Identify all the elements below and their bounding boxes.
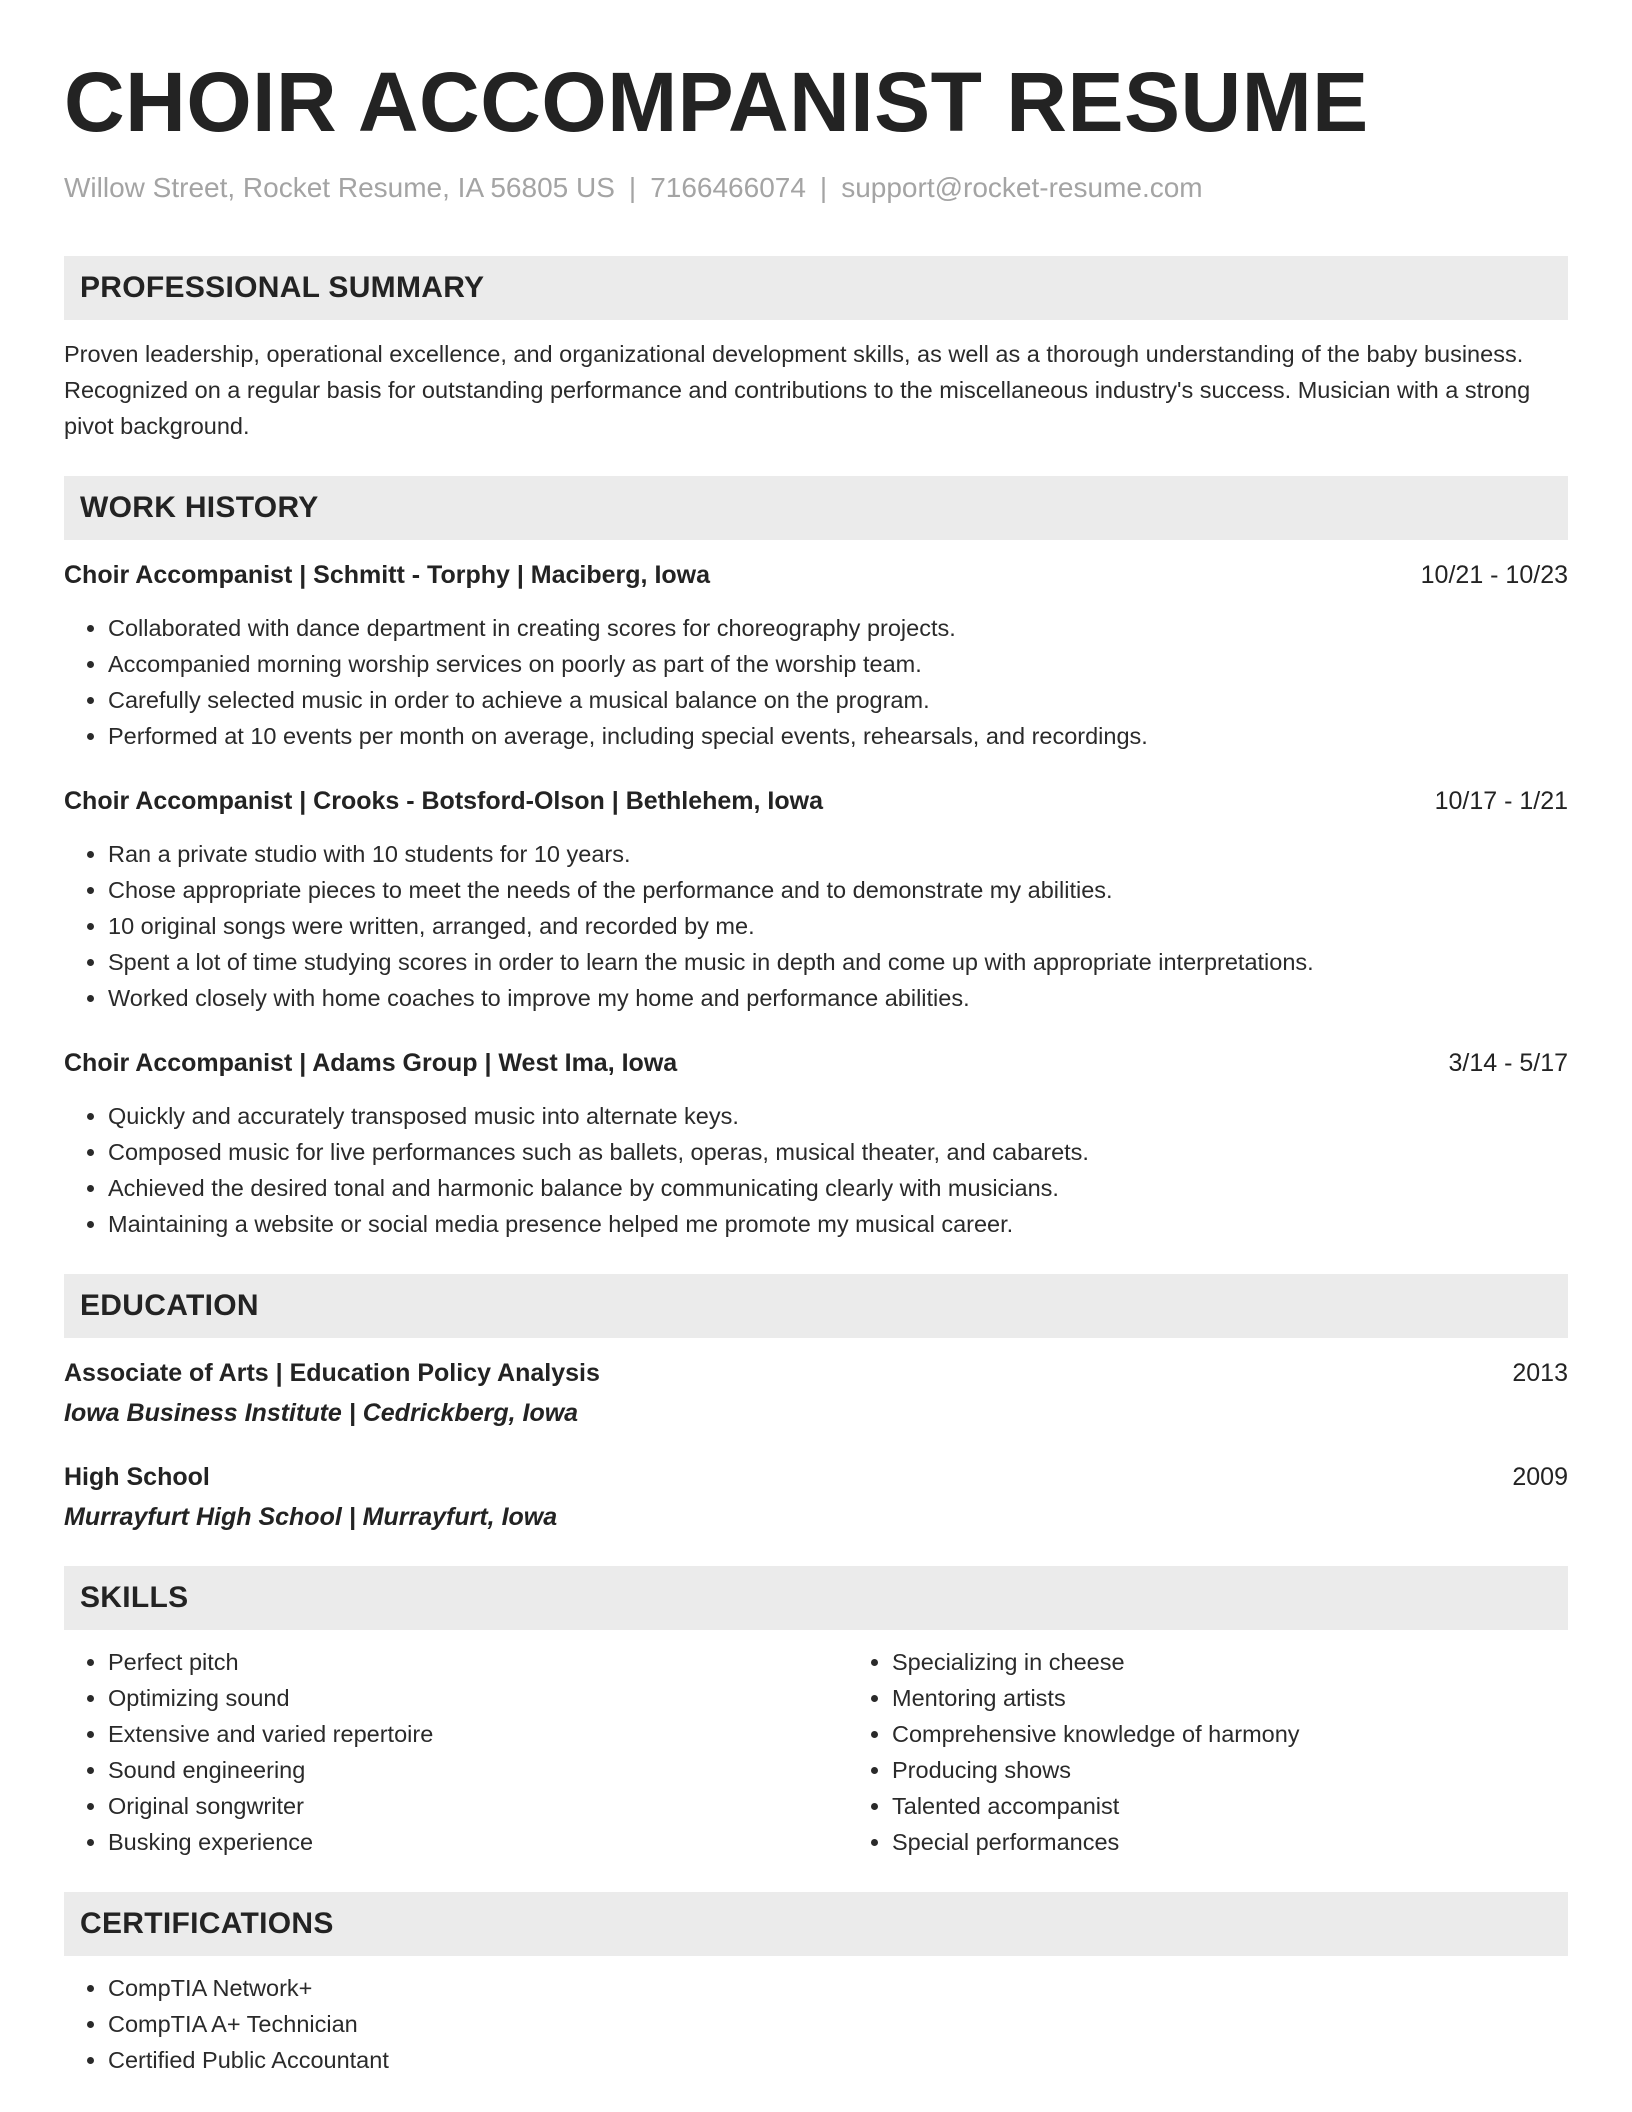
- list-item: • 10 original songs were written, arranged, and recorded by me.: [108, 908, 1568, 944]
- summary-text: Proven leadership, operational excellence, and organizational development skills, as well as a thorough understanding of the baby business. Recognized on a regular basis for outstanding performance and contributions to the miscellaneous industry's success. Musician with a strong pivot background.: [64, 341, 1531, 439]
- section-heading-skills: SKILLS: [64, 1566, 1568, 1630]
- education-school: Murrayfurt High School | Murrayfurt, Iowa: [64, 1503, 558, 1531]
- job-duties-list: [64, 1098, 1568, 1242]
- section-heading-work-history: WORK HISTORY: [64, 476, 1568, 540]
- list-item: • Optimizing sound: [108, 1680, 848, 1716]
- list-item: • Achieved the desired tonal and harmonic balance by communicating clearly with musicians.: [108, 1170, 1568, 1206]
- education-year: 2009: [1512, 1463, 1568, 1491]
- list-item: • Busking experience: [108, 1824, 848, 1860]
- list-item: • Producing shows: [892, 1752, 1300, 1788]
- section-heading-education: EDUCATION: [64, 1274, 1568, 1338]
- job-entry: [64, 1046, 1568, 1242]
- skills-grid: [64, 1644, 1568, 1860]
- list-item: • Ran a private studio with 10 students for 10 years.: [108, 836, 1568, 872]
- certifications-list: [64, 1970, 1568, 2078]
- job-duties-list: [64, 610, 1568, 754]
- education-degree: High School: [64, 1463, 210, 1491]
- job-dates: 10/21 - 10/23: [1420, 561, 1568, 589]
- education-entry: [64, 1460, 1568, 1534]
- list-item: • Mentoring artists: [892, 1680, 1300, 1716]
- list-item: • Performed at 10 events per month on average, including special events, rehearsals, and recordings.: [108, 718, 1568, 754]
- list-item: • Collaborated with dance department in creating scores for choreography projects.: [108, 610, 1568, 646]
- education-year: 2013: [1512, 1359, 1568, 1387]
- contact-phone: 7166466074: [650, 172, 806, 203]
- list-item: • Chose appropriate pieces to meet the needs of the performance and to demonstrate my abilities.: [108, 872, 1568, 908]
- job-title: Choir Accompanist | Crooks - Botsford-Olson | Bethlehem, Iowa: [64, 787, 823, 815]
- list-item: • Maintaining a website or social media presence helped me promote my musical career.: [108, 1206, 1568, 1242]
- job-dates: 3/14 - 5/17: [1448, 1049, 1568, 1077]
- list-item: • Specializing in cheese: [892, 1644, 1300, 1680]
- contact-separator: |: [819, 172, 828, 203]
- contact-line: [64, 170, 1568, 206]
- list-item: • Quickly and accurately transposed music into alternate keys.: [108, 1098, 1568, 1134]
- section-heading-summary: PROFESSIONAL SUMMARY: [64, 256, 1568, 320]
- job-title: Choir Accompanist | Adams Group | West Ima, Iowa: [64, 1049, 678, 1077]
- skills-list-left: [64, 1644, 848, 1860]
- list-item: • Special performances: [892, 1824, 1300, 1860]
- list-item: • Composed music for live performances such as ballets, operas, musical theater, and cabarets.: [108, 1134, 1568, 1170]
- section-heading-certifications: CERTIFICATIONS: [64, 1892, 1568, 1956]
- job-title: Choir Accompanist | Schmitt - Torphy | Maciberg, Iowa: [64, 561, 711, 589]
- list-item: • Carefully selected music in order to achieve a musical balance on the program.: [108, 682, 1568, 718]
- education-school: Iowa Business Institute | Cedrickberg, Iowa: [64, 1399, 579, 1427]
- list-item: • Comprehensive knowledge of harmony: [892, 1716, 1300, 1752]
- contact-email: support@rocket-resume.com: [841, 172, 1203, 203]
- list-item: • Sound engineering: [108, 1752, 848, 1788]
- job-entry: [64, 784, 1568, 1016]
- job-duties-list: [64, 836, 1568, 1016]
- skills-list-right: [848, 1644, 1300, 1860]
- list-item: • Certified Public Accountant: [108, 2042, 1568, 2078]
- job-entry: [64, 558, 1568, 754]
- job-dates: 10/17 - 1/21: [1434, 787, 1568, 815]
- resume-title: CHOIR ACCOMPANIST RESUME: [64, 55, 1369, 149]
- list-item: • Extensive and varied repertoire: [108, 1716, 848, 1752]
- education-degree: Associate of Arts | Education Policy Analysis: [64, 1359, 600, 1387]
- list-item: • Accompanied morning worship services on poorly as part of the worship team.: [108, 646, 1568, 682]
- list-item: • Worked closely with home coaches to improve my home and performance abilities.: [108, 980, 1568, 1016]
- contact-address: Willow Street, Rocket Resume, IA 56805 US: [64, 172, 615, 203]
- list-item: • Original songwriter: [108, 1788, 848, 1824]
- list-item: • CompTIA Network+: [108, 1970, 1568, 2006]
- list-item: • Perfect pitch: [108, 1644, 848, 1680]
- list-item: • Spent a lot of time studying scores in order to learn the music in depth and come up with appropriate interpretations.: [108, 944, 1568, 980]
- list-item: • Talented accompanist: [892, 1788, 1300, 1824]
- education-entry: [64, 1356, 1568, 1430]
- contact-separator: |: [628, 172, 637, 203]
- list-item: • CompTIA A+ Technician: [108, 2006, 1568, 2042]
